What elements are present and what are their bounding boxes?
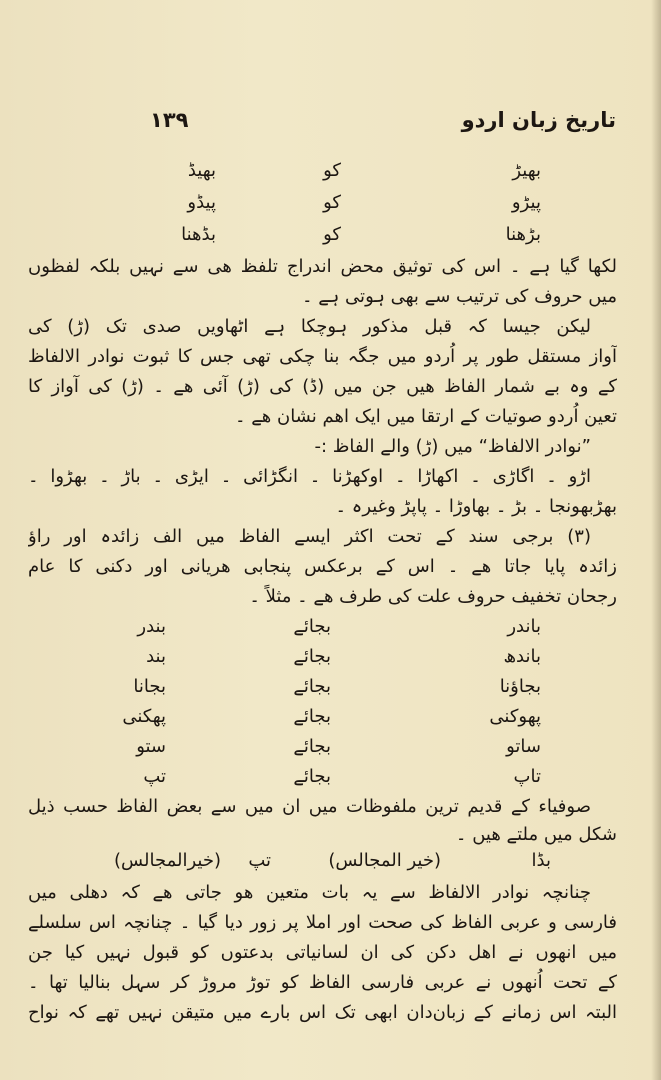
variant: بھیڈ bbox=[187, 160, 216, 181]
word-triple-row bbox=[100, 188, 541, 218]
connector: کو bbox=[323, 160, 341, 181]
word: باندھ bbox=[503, 646, 541, 667]
cited-word: بڈا bbox=[531, 850, 551, 871]
variant: تپ bbox=[143, 766, 166, 787]
connector: کو bbox=[323, 224, 341, 245]
word: بڑھنا bbox=[505, 224, 541, 245]
variant: بڈھنا bbox=[181, 224, 216, 245]
table-row bbox=[100, 702, 541, 732]
text-line: البتہ اس زمانے کے زبان‌دان ابھی تک اس بارے میں متیقن نہیں تھے کہ نواح bbox=[28, 1002, 617, 1023]
word-triple-row bbox=[100, 220, 541, 250]
table-row bbox=[100, 762, 541, 792]
cited-word: تپ bbox=[248, 850, 271, 871]
citation-source: (خیر المجالس) bbox=[328, 850, 441, 871]
word-triple-row bbox=[100, 156, 541, 186]
connector: بجائے bbox=[293, 736, 331, 757]
text-line: میں انھوں نے اھل دکن کی ان لسانیاتی بدعتوں کو قبول نہیں کیا جن bbox=[28, 942, 617, 963]
connector: بجائے bbox=[293, 616, 331, 637]
text-line: کے تحت اُنھوں نے عربی فارسی الفاظ کو توڑ مروڑ کر سہل بنالیا تھا ۔ bbox=[28, 972, 617, 993]
connector: کو bbox=[323, 192, 341, 213]
word: بجاؤنا bbox=[499, 676, 541, 697]
text-line: اڑو ۔ اگاڑی ۔ اکھاڑا ۔ اوکھڑنا ۔ انگڑائی ۔ ایڑی ۔ باڑ ۔ بھڑوا ۔ bbox=[28, 466, 591, 487]
text-line: لکھا گیا ہے ۔ اس کی توثیق محض اندراج تلفظ ھی سے نہیں بلکہ لفظوں bbox=[28, 256, 617, 277]
text-line: تعین اُردو صوتیات کے ارتقا میں ایک اھم نشان ھے ۔ bbox=[234, 406, 617, 427]
variant: ستو bbox=[136, 736, 166, 757]
word: پھوکنی bbox=[489, 706, 541, 727]
text-line: زائدہ پایا جاتا ھے ۔ اس کے برعکس پنجابی ھریانی اور دکنی کا عام bbox=[28, 556, 617, 577]
connector: بجائے bbox=[293, 766, 331, 787]
variant: بندر bbox=[137, 616, 166, 637]
text-line: لیکن جیسا کہ قبل مذکور ہوچکا ہے اٹھاویں صدی تک (ڑ) کی bbox=[28, 316, 591, 337]
text-line: میں حروف کی ترتیب سے بھی ہوتی ہے ۔ bbox=[301, 286, 617, 307]
text-line: ”نوادر الالفاظ“ میں (ڑ) والے الفاظ :- bbox=[314, 436, 591, 457]
page-number: ۱۳۹ bbox=[150, 108, 189, 132]
table-row bbox=[100, 672, 541, 702]
text-line: (۳) برجی سند کے تحت اکثر ایسے الفاظ میں الف زائدہ اور راؤ bbox=[28, 526, 591, 547]
variant: پیڈو bbox=[187, 192, 216, 213]
text-line: شکل میں ملتے ھیں ۔ bbox=[455, 824, 617, 845]
citation-source: (خیرالمجالس) bbox=[114, 850, 221, 871]
running-header bbox=[150, 108, 616, 140]
table-row bbox=[100, 642, 541, 672]
connector: بجائے bbox=[293, 676, 331, 697]
word: بھیڑ bbox=[512, 160, 541, 181]
text-line: رجحان تخفیف حروف علت کی طرف ھے ۔ مثلاً ۔ bbox=[249, 586, 617, 607]
text-line: بھڑبھونجا ۔ بڑ ۔ بھاوڑا ۔ پاپڑ وغیرہ ۔ bbox=[335, 496, 617, 517]
table-row bbox=[100, 612, 541, 642]
text-line: فارسی و عربی الفاظ کی صحت اور املا پر زور دیا گیا ۔ چنانچہ اس سلسلے bbox=[28, 912, 617, 933]
page-edge-shadow bbox=[651, 0, 661, 1080]
connector: بجائے bbox=[293, 706, 331, 727]
text-line: کے وہ بے شمار الفاظ ھیں جن میں (ڈ) کی (ڑ) آئی ھے ۔ (ڑ) کی آواز کا bbox=[28, 376, 617, 397]
running-title: تاریخ زبان اردو bbox=[461, 108, 616, 132]
variant: بند bbox=[146, 646, 166, 667]
word: پیڑو bbox=[511, 192, 541, 213]
variant: پھکنی bbox=[122, 706, 166, 727]
word: تاپ bbox=[513, 766, 541, 787]
text-line: چنانچہ نوادر الالفاظ سے یہ بات متعین ھو جاتی ھے کہ دھلی میں bbox=[28, 882, 591, 903]
connector: بجائے bbox=[293, 646, 331, 667]
text-line: آواز مستقل طور پر اُردو میں جگہ بنا چکی تھی جس کا ثبوت نوادر الالفاظ bbox=[28, 346, 617, 367]
word: باندر bbox=[507, 616, 541, 637]
word: ساتو bbox=[506, 736, 541, 757]
citation-row bbox=[100, 846, 551, 876]
text-line: صوفیاء کے قدیم ترین ملفوظات میں ان میں سے بعض الفاظ حسب ذیل bbox=[28, 796, 591, 817]
variant: بجانا bbox=[133, 676, 166, 697]
table-row bbox=[100, 732, 541, 762]
